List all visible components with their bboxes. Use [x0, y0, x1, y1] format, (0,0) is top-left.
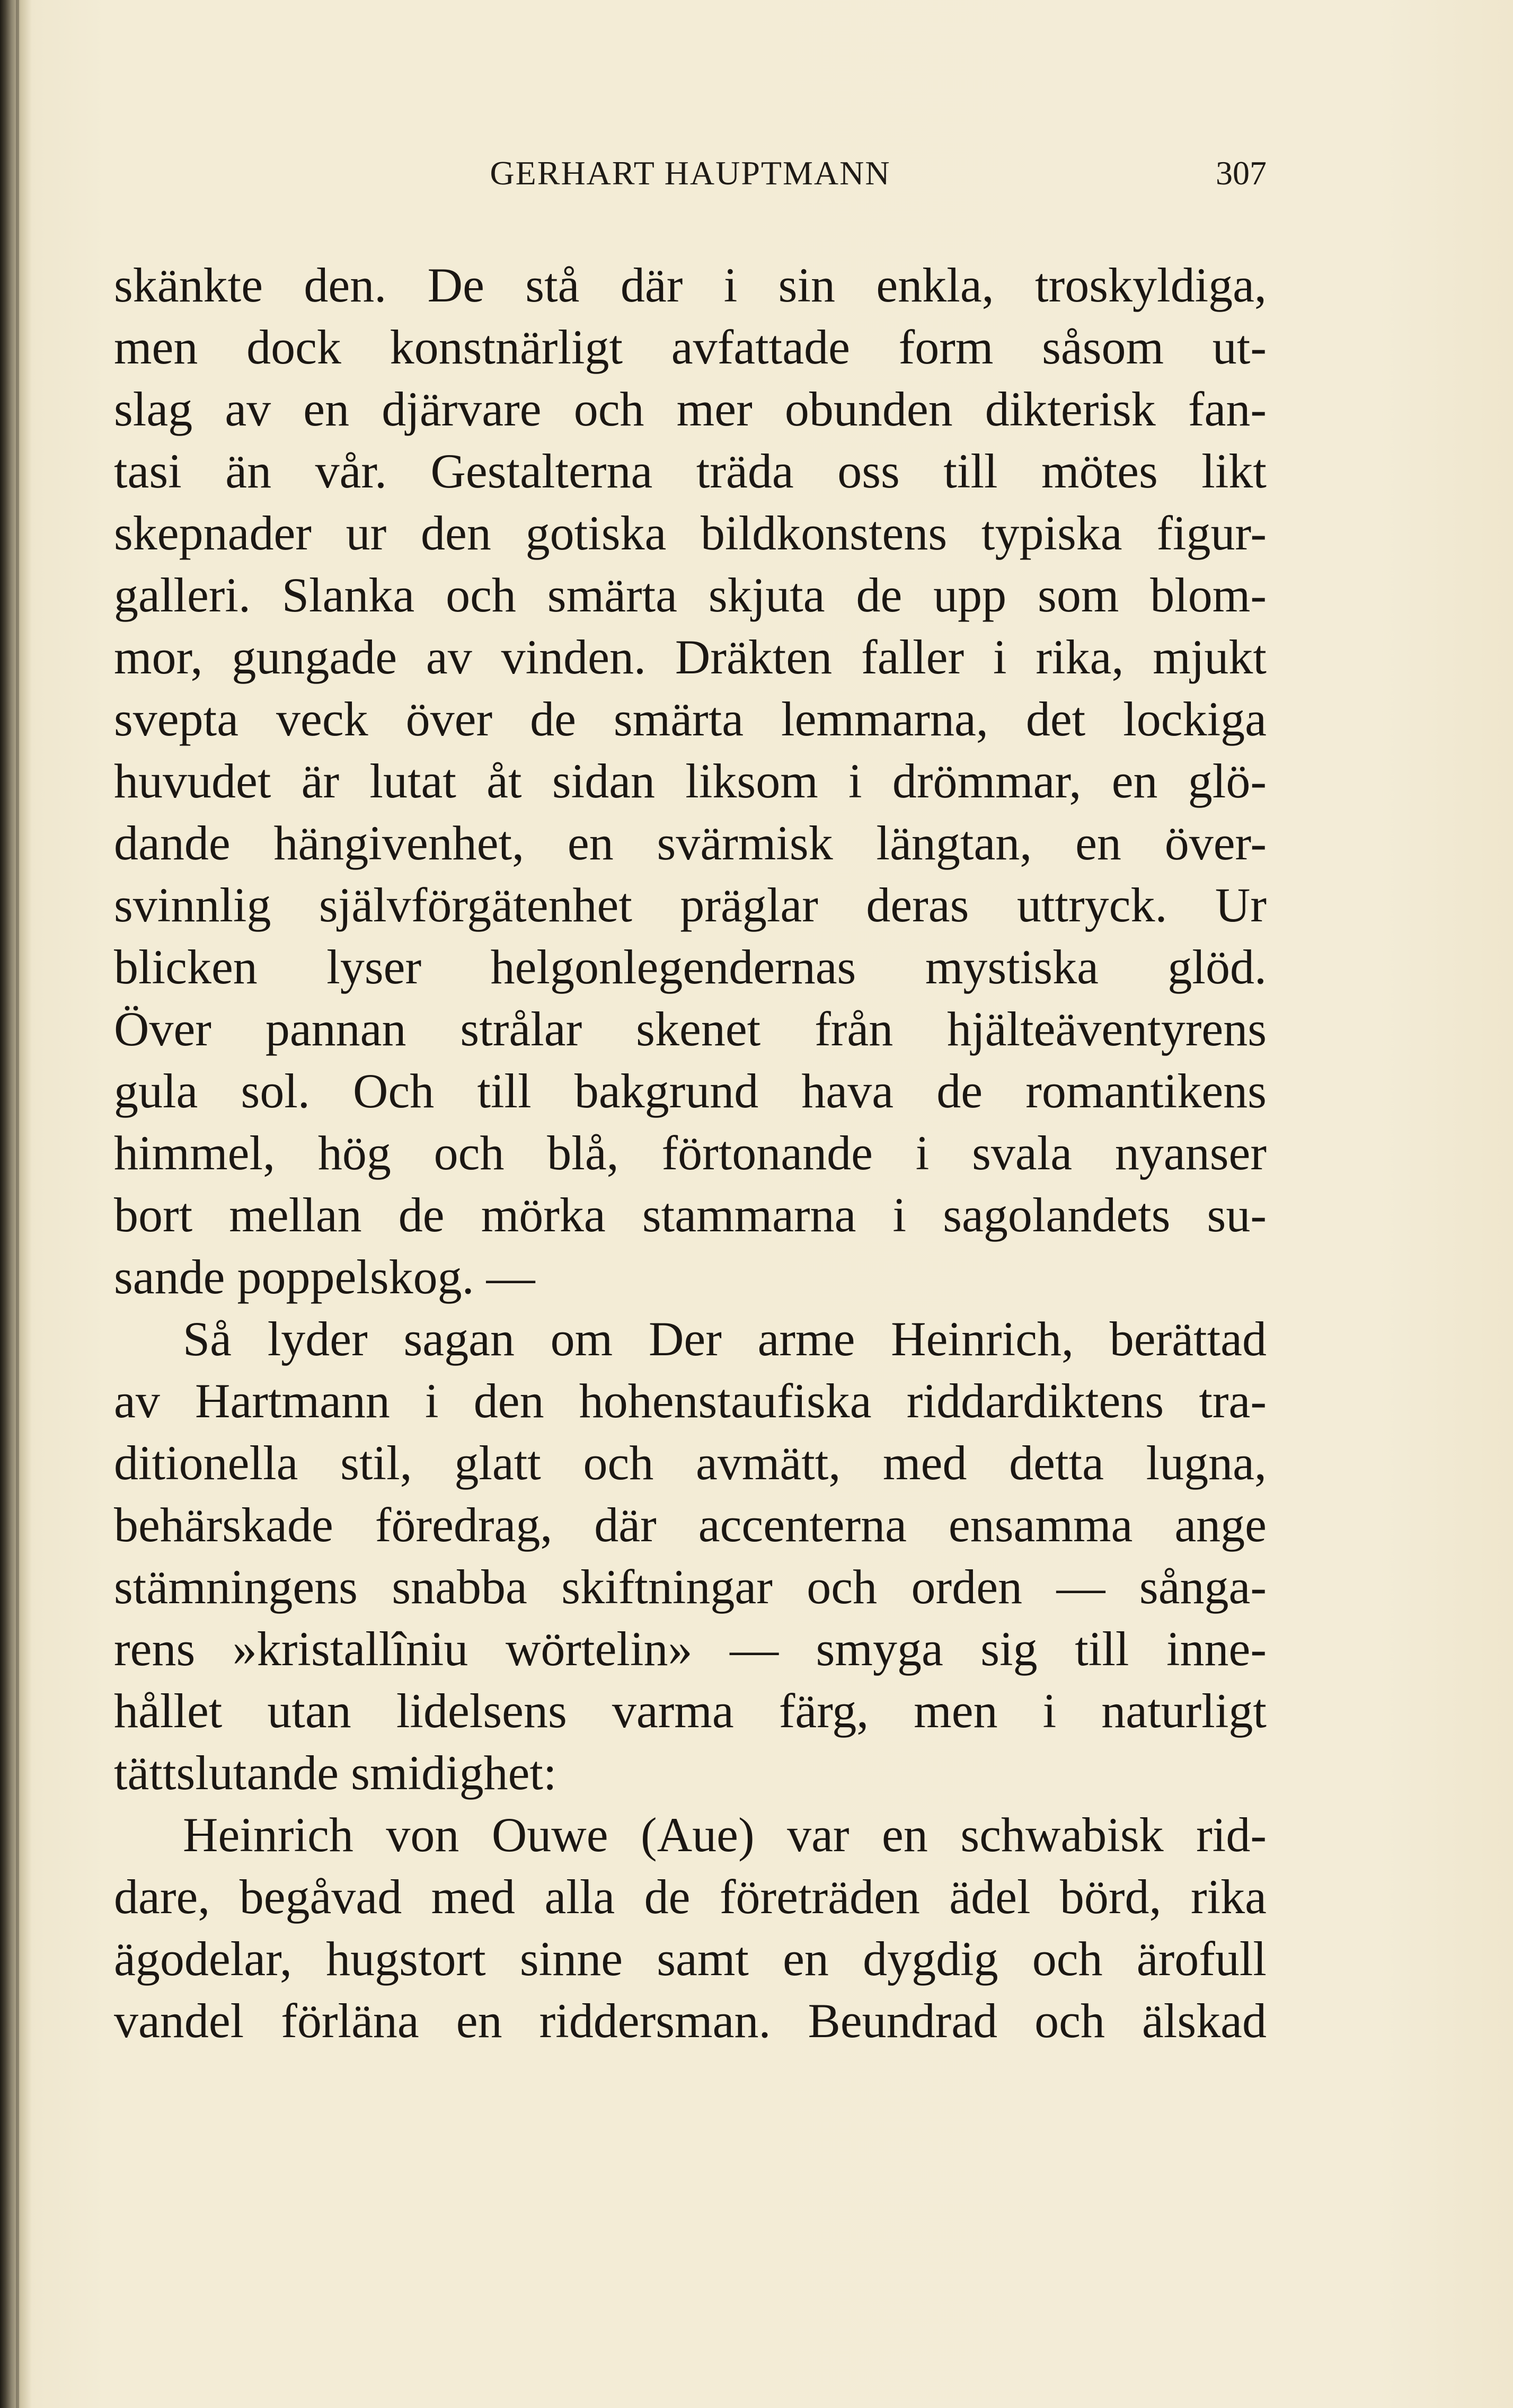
text-line: slag av en djärvare och mer obunden dikterisk fan-: [114, 382, 1267, 436]
text-line: hållet utan lidelsens varma färg, men i naturligt: [114, 1684, 1267, 1738]
text-line: himmel, hög och blå, förtonande i svala nyanser: [114, 1126, 1267, 1180]
text-line: galleri. Slanka och smärta skjuta de upp som blom-: [114, 568, 1267, 622]
text-line: mor, gungade av vinden. Dräkten faller i rika, mjukt: [114, 630, 1267, 684]
text-line: ägodelar, hugstort sinne samt en dygdig och ärofull: [114, 1932, 1267, 1986]
text-line: skänkte den. De stå där i sin enkla, troskyldiga,: [114, 258, 1267, 312]
text-line: svepta veck över de smärta lemmarna, det lockiga: [114, 692, 1267, 746]
text-line: rens »kristallîniu wörtelin» — smyga sig till inne-: [114, 1622, 1267, 1676]
text-line: blicken lyser helgonlegendernas mystiska glöd.: [114, 940, 1267, 994]
text-line: behärskade föredrag, där accenterna ensamma ange: [114, 1498, 1267, 1552]
text-line: stämningens snabba skiftningar och orden — sånga-: [114, 1560, 1267, 1614]
text-line: skepnader ur den gotiska bildkonstens typiska figur-: [114, 506, 1267, 560]
text-line: gula sol. Och till bakgrund hava de romantikens: [114, 1064, 1267, 1118]
text-line-paragraph-start: Heinrich von Ouwe (Aue) var en schwabisk rid-: [183, 1808, 1267, 1862]
gutter-line: [16, 0, 19, 2408]
text-line: ditionella stil, glatt och avmätt, med detta lugna,: [114, 1436, 1267, 1490]
text-line: svinnlig självförgätenhet präglar deras uttryck. Ur: [114, 878, 1267, 932]
text-line: Över pannan strålar skenet från hjälteäventyrens: [114, 1002, 1267, 1056]
text-line: tättslutande smidighet:: [114, 1746, 557, 1800]
text-line: huvudet är lutat åt sidan liksom i drömmar, en glö-: [114, 754, 1267, 808]
text-line: sande poppelskog. —: [114, 1250, 535, 1304]
body-text: [114, 254, 1267, 2052]
page-number: 307: [1216, 154, 1267, 192]
text-line-paragraph-start: Så lyder sagan om Der arme Heinrich, berättad: [183, 1312, 1267, 1366]
text-line: bort mellan de mörka stammarna i sagolandets su-: [114, 1188, 1267, 1242]
text-line: dare, begåvad med alla de företräden ädel börd, rika: [114, 1870, 1267, 1924]
running-header: [114, 148, 1267, 201]
text-line: dande hängivenhet, en svärmisk längtan, en över-: [114, 816, 1267, 870]
running-title: GERHART HAUPTMANN: [490, 154, 891, 192]
text-line: tasi än vår. Gestalterna träda oss till mötes likt: [114, 444, 1267, 498]
text-line: men dock konstnärligt avfattade form såsom ut-: [114, 320, 1267, 374]
text-line: vandel förläna en riddersman. Beundrad och älskad: [114, 1994, 1267, 2048]
text-line: av Hartmann i den hohenstaufiska riddardiktens tra-: [114, 1374, 1267, 1428]
